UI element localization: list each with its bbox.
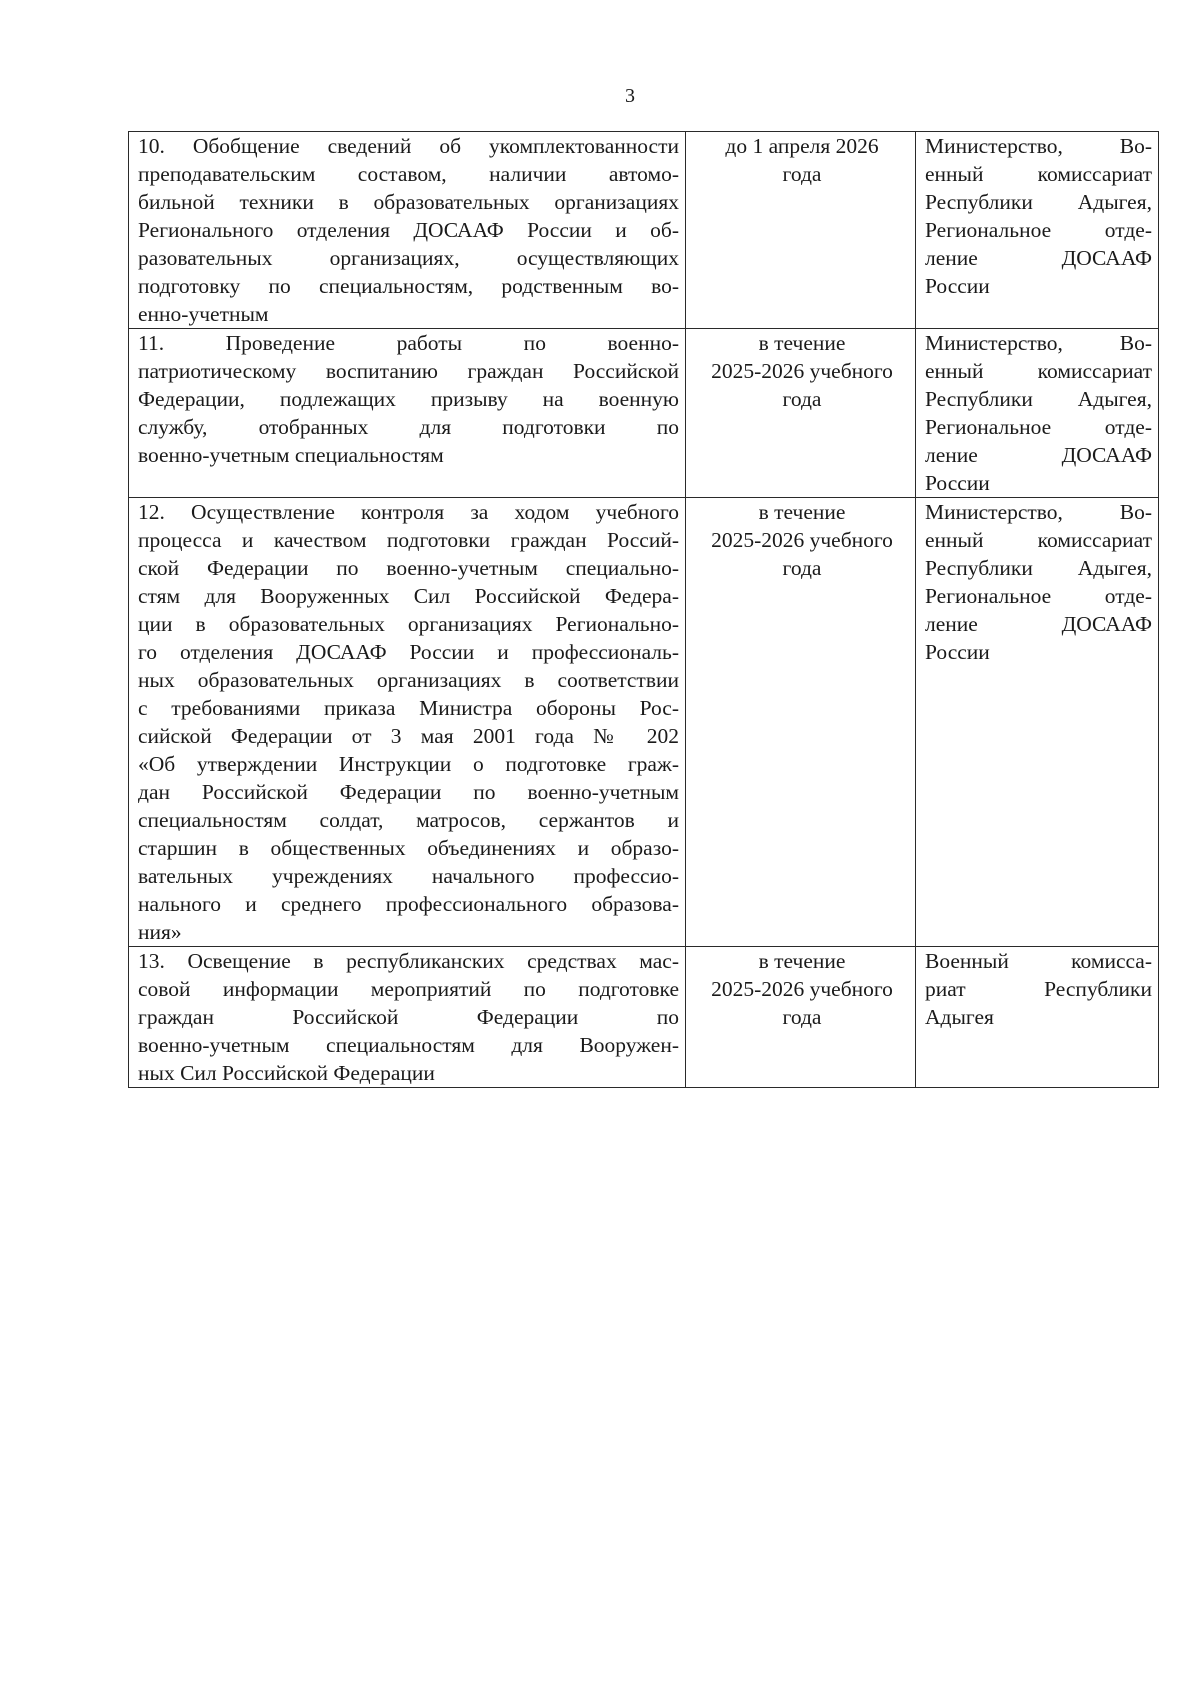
table-row: [129, 329, 1159, 498]
measure-cell-line: дан Российской Федерации по военно-учетным: [138, 780, 679, 804]
page-number: 3: [625, 85, 635, 107]
executor-cell-line: енный комиссариат: [925, 359, 1152, 383]
term-cell: [686, 947, 916, 1088]
plan-table-body: [129, 132, 1159, 1088]
executor-cell-line: России: [925, 471, 990, 495]
measure-cell-line: ных Сил Российской Федерации: [138, 1061, 435, 1085]
measure-cell-line: стям для Вооруженных Сил Российской Федера-: [138, 584, 679, 608]
table-row: [129, 132, 1159, 329]
term-cell: [686, 498, 916, 947]
term-cell-line: 2025-2026 учебного: [711, 359, 893, 383]
term-cell: [686, 132, 916, 329]
measure-cell-line: военно-учетным специальностям для Вооружен-: [138, 1033, 679, 1057]
executor-cell-line: ление ДОСААФ: [925, 246, 1152, 270]
measure-cell-line: службу, отобранных для подготовки по: [138, 415, 679, 439]
executor-cell-line: Министерство, Во-: [925, 331, 1152, 355]
term-cell-line: года: [782, 387, 822, 411]
term-cell-line: до 1 апреля 2026: [725, 134, 879, 158]
measure-cell-line: го отделения ДОСААФ России и профессиональ-: [138, 640, 679, 664]
executor-cell-line: енный комиссариат: [925, 528, 1152, 552]
executor-cell-line: России: [925, 274, 990, 298]
measure-cell-line: 11. Проведение работы по военно-: [138, 331, 679, 355]
measure-cell-line: ных образовательных организациях в соответствии: [138, 668, 679, 692]
measure-cell-line: ции в образовательных организациях Регионально-: [138, 612, 679, 636]
measure-cell-line: старшин в общественных объединениях и образо-: [138, 836, 679, 860]
executor-cell: [916, 329, 1159, 498]
term-cell-line: 2025-2026 учебного: [711, 528, 893, 552]
executor-cell-line: Республики Адыгея,: [925, 190, 1152, 214]
measure-cell: [129, 498, 686, 947]
term-cell-line: в течение: [758, 331, 846, 355]
term-cell-line: года: [782, 556, 822, 580]
measure-cell-line: разовательных организациях, осуществляющих: [138, 246, 679, 270]
measure-cell-line: ния»: [138, 920, 182, 944]
executor-cell-line: риат Республики: [925, 977, 1152, 1001]
measure-cell-line: подготовку по специальностям, родственным во-: [138, 274, 679, 298]
measure-cell-line: ской Федерации по военно-учетным специально-: [138, 556, 679, 580]
executor-cell-line: Министерство, Во-: [925, 134, 1152, 158]
measure-cell-line: военно-учетным специальностям: [138, 443, 444, 467]
measure-cell-line: 10. Обобщение сведений об укомплектованности: [138, 134, 679, 158]
executor-cell-line: Министерство, Во-: [925, 500, 1152, 524]
measure-cell-line: Федерации, подлежащих призыву на военную: [138, 387, 679, 411]
measure-cell-line: енно-учетным: [138, 302, 269, 326]
measure-cell: [129, 947, 686, 1088]
measure-cell-line: процесса и качеством подготовки граждан Россий-: [138, 528, 679, 552]
term-cell-line: в течение: [758, 500, 846, 524]
term-cell-line: года: [782, 162, 822, 186]
measure-cell-line: нального и среднего профессионального образова-: [138, 892, 679, 916]
measure-cell-line: бильной техники в образовательных организациях: [138, 190, 679, 214]
measure-cell-line: с требованиями приказа Министра обороны Рос-: [138, 696, 679, 720]
measure-cell-line: Регионального отделения ДОСААФ России и об-: [138, 218, 679, 242]
measure-cell-line: вательных учреждениях начального профессио-: [138, 864, 679, 888]
executor-cell-line: Военный комисса-: [925, 949, 1152, 973]
executor-cell: [916, 132, 1159, 329]
measure-cell-line: «Об утверждении Инструкции о подготовке граж-: [138, 752, 679, 776]
executor-cell: [916, 498, 1159, 947]
executor-cell-line: ление ДОСААФ: [925, 612, 1152, 636]
measure-cell-line: преподавательским составом, наличии автомо-: [138, 162, 679, 186]
measure-cell-line: 12. Осуществление контроля за ходом учебного: [138, 500, 679, 524]
plan-table: [128, 131, 1159, 1088]
executor-cell-line: России: [925, 640, 990, 664]
executor-cell-line: Региональное отде-: [925, 415, 1152, 439]
executor-cell: [916, 947, 1159, 1088]
measure-cell-line: патриотическому воспитанию граждан Российской: [138, 359, 679, 383]
term-cell-line: года: [782, 1005, 822, 1029]
executor-cell-line: енный комиссариат: [925, 162, 1152, 186]
measure-cell-line: граждан Российской Федерации по: [138, 1005, 679, 1029]
measure-cell-line: специальностям солдат, матросов, сержантов и: [138, 808, 679, 832]
term-cell: [686, 329, 916, 498]
executor-cell-line: Республики Адыгея,: [925, 556, 1152, 580]
measure-cell-line: совой информации мероприятий по подготовке: [138, 977, 679, 1001]
executor-cell-line: Региональное отде-: [925, 218, 1152, 242]
executor-cell-line: Адыгея: [925, 1005, 994, 1029]
executor-cell-line: Региональное отде-: [925, 584, 1152, 608]
measure-cell-line: 13. Освещение в республиканских средствах мас-: [138, 949, 679, 973]
measure-cell-line: сийской Федерации от 3 мая 2001 года № 202: [138, 724, 679, 748]
executor-cell-line: Республики Адыгея,: [925, 387, 1152, 411]
table-row: [129, 947, 1159, 1088]
term-cell-line: 2025-2026 учебного: [711, 977, 893, 1001]
measure-cell: [129, 132, 686, 329]
measure-cell: [129, 329, 686, 498]
table-row: [129, 498, 1159, 947]
term-cell-line: в течение: [758, 949, 846, 973]
executor-cell-line: ление ДОСААФ: [925, 443, 1152, 467]
